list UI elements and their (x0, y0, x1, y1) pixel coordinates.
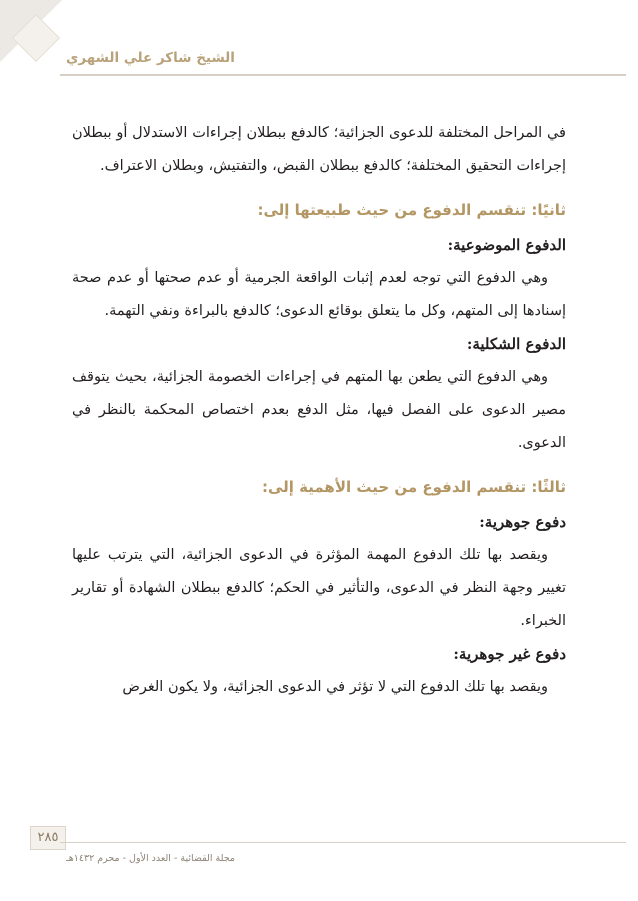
page-number: ٢٨٥ (30, 826, 66, 850)
subheading-essential: دفوع جوهرية: (479, 513, 566, 531)
section-heading-3: ثالثًا: تنقسم الدفوع من حيث الأهمية إلى: (261, 478, 566, 496)
header-author: الشيخ شاكر علي الشهري (66, 50, 235, 66)
section-heading-2: ثانيًا: تنقسم الدفوع من حيث طبيعتها إلى: (257, 201, 566, 219)
header-divider (60, 74, 626, 76)
subheading-substantive: الدفوع الموضوعية: (447, 236, 566, 254)
subheading-non-essential: دفوع غير جوهرية: (453, 645, 566, 663)
paragraph-4: ويقصد بها تلك الدفوع المهمة المؤثرة في الدعوى الجزائية، التي يترتب عليها تغيير وجهة النظر في الدعوى، والتأثير في الحكم؛ كالدفع ببطلان الشهادة أو تقارير الخبراء. (72, 547, 566, 629)
journal-info: مجلة القضائية - العدد الأول - محرم ١٤٣٢هـ (66, 853, 235, 864)
paragraph-3: وهي الدفوع التي يطعن بها المتهم في إجراءات الخصومة الجزائية، بحيث يتوقف مصير الدعوى على الفصل فيها، مثل الدفع بعدم اختصاص المحكمة بالنظر في الدعوى. (72, 369, 566, 451)
page-body (72, 117, 566, 704)
paragraph-5: ويقصد بها تلك الدفوع التي لا تؤثر في الدعوى الجزائية، ولا يكون الغرض (122, 679, 548, 695)
subheading-formal: الدفوع الشكلية: (466, 335, 566, 353)
paragraph-2: وهي الدفوع التي توجه لعدم إثبات الواقعة الجرمية أو عدم صحتها أو عدم صحة إسنادها إلى المتهم، وكل ما يتعلق بوقائع الدعوى؛ كالدفع بالبراءة ونفي التهمة. (72, 270, 566, 319)
paragraph-1: في المراحل المختلفة للدعوى الجزائية؛ كالدفع ببطلان إجراءات الاستدلال أو ببطلان إجراءات التحقيق المختلفة؛ كالدفع ببطلان القبض، والتفتيش، وبطلان الاعتراف. (72, 125, 566, 174)
footer-divider (60, 842, 626, 843)
